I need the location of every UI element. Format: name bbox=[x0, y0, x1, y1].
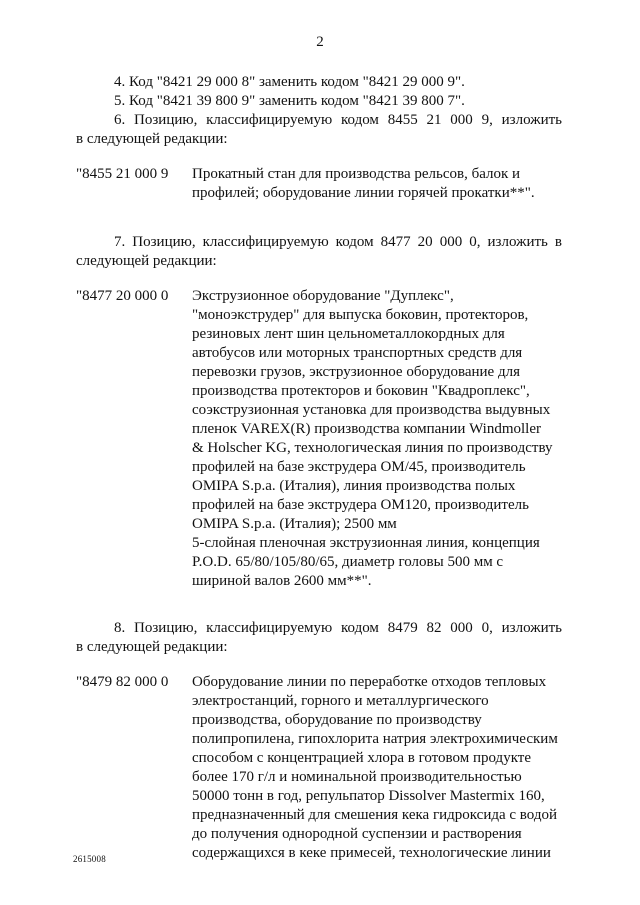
entry-8477 bbox=[76, 287, 562, 591]
entry-description bbox=[192, 673, 562, 863]
entry-line: более 170 г/л и номинальной производительностью bbox=[192, 769, 522, 785]
item-6-line-2: в следующей редакции: bbox=[76, 131, 228, 147]
entry-line: 5-слойная пленочная экструзионная линия, концепция bbox=[192, 535, 540, 551]
entry-line: Оборудование линии по переработке отходов тепловых bbox=[192, 674, 547, 690]
entry-code: "8455 21 000 9 bbox=[76, 166, 169, 182]
entry-line: способом с концентрацией хлора в готовом продукте bbox=[192, 750, 531, 766]
entry-code: "8479 82 000 0 bbox=[76, 674, 169, 690]
entry-line: производства, оборудование по производству bbox=[192, 712, 482, 728]
entry-line: электростанций, горного и металлургического bbox=[192, 693, 489, 709]
entry-line: производства протекторов и боковин "Квадроплекс", bbox=[192, 383, 530, 399]
entry-description bbox=[192, 165, 562, 203]
document-body bbox=[76, 73, 562, 863]
entry-line: предназначенный для смешения кека гидроксида с водой bbox=[192, 807, 558, 823]
entry-description bbox=[192, 287, 562, 591]
entry-line: пленок VAREX(R) производства компании Windmoller bbox=[192, 421, 542, 437]
entry-line: резиновых лент шин цельнометаллокордных для bbox=[192, 326, 505, 342]
entry-line: перевозки грузов, экструзионное оборудование для bbox=[192, 364, 520, 380]
entry-8479 bbox=[76, 673, 562, 863]
entry-line: P.O.D. 65/80/105/80/65, диаметр головы 500 мм с bbox=[192, 554, 504, 570]
entry-line: шириной валов 2600 мм**". bbox=[192, 573, 372, 589]
entry-line: "моноэкструдер" для выпуска боковин, протекторов, bbox=[192, 307, 529, 323]
item-6-line-1: 6. Позицию, классифицируемую кодом 8455 21 000 9, изложить bbox=[114, 112, 562, 128]
entry-line: профилей на базе экструдера ОМ/45, производитель bbox=[192, 459, 526, 475]
item-4: 4. Код "8421 29 000 8" заменить кодом "8421 29 000 9". bbox=[114, 74, 465, 90]
document-id: 2615008 bbox=[73, 854, 106, 864]
item-7-line-1: 7. Позицию, классифицируемую кодом 8477 20 000 0, изложить в bbox=[114, 234, 562, 250]
entry-8455 bbox=[76, 165, 562, 203]
entry-line: & Holscher KG, технологическая линия по производству bbox=[192, 440, 553, 456]
entry-line: соэкструзионная установка для производства выдувных bbox=[192, 402, 551, 418]
entry-line: Экструзионное оборудование "Дуплекс", bbox=[192, 288, 454, 304]
entry-line: Прокатный стан для производства рельсов, балок и bbox=[192, 166, 521, 182]
entry-line: до получения однородной суспензии и растворения bbox=[192, 826, 522, 842]
entry-line: OMIPA S.p.a. (Италия), линия производства полых bbox=[192, 478, 516, 494]
item-8-line-1: 8. Позицию, классифицируемую кодом 8479 82 000 0, изложить bbox=[114, 620, 562, 636]
entry-line: OMIPA S.p.a. (Италия); 2500 мм bbox=[192, 516, 397, 532]
page-number: 2 bbox=[316, 34, 324, 50]
item-7-line-2: следующей редакции: bbox=[76, 253, 217, 269]
entry-line: профилей на базе экструдера ОМ120, производитель bbox=[192, 497, 529, 513]
entry-line: полипропилена, гипохлорита натрия электрохимическим bbox=[192, 731, 558, 747]
entry-line: содержащихся в кеке примесей, технологические линии bbox=[192, 845, 551, 861]
entry-code: "8477 20 000 0 bbox=[76, 288, 169, 304]
entry-line: профилей; оборудование линии горячей прокатки**". bbox=[192, 185, 535, 201]
entry-line: 50000 тонн в год, репульпатор Dissolver Mastermix 160, bbox=[192, 788, 545, 804]
item-5: 5. Код "8421 39 800 9" заменить кодом "8421 39 800 7". bbox=[114, 93, 465, 109]
entry-line: автобусов или моторных транспортных средств для bbox=[192, 345, 523, 361]
item-8-line-2: в следующей редакции: bbox=[76, 639, 228, 655]
